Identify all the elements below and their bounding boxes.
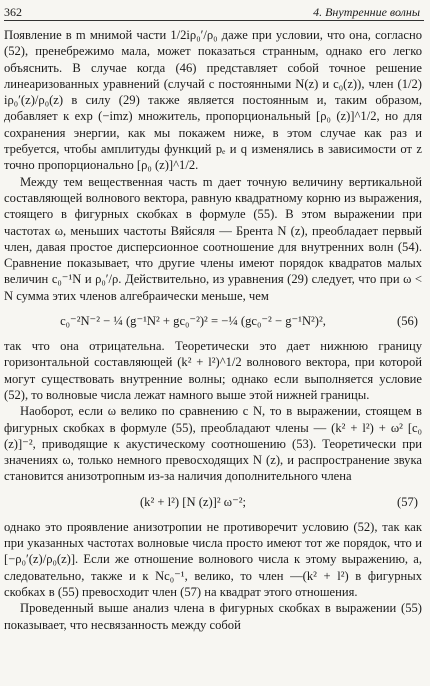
page-body bbox=[4, 27, 422, 633]
paragraph-5: однако это проявление анизотропии не противоречит условию (52), так как при указанных частотах волновые числа просто имеют тот же порядок, что и [−ρ₀′(z)/ρ₀(z)]. Если же отношение волнового числа к этому выражению, а, следовательно, также и к Nc₀⁻¹, велико, то член —(k² + l²) в фигурных скобках в (55) превосходит член (57) на квадрат этого отношения. bbox=[4, 519, 422, 599]
paragraph-3: так что она отрицательна. Теоретически это дает нижнюю границу горизонтальной составляющей (k² + l²)^1/2 волнового вектора, при которой могут существовать внутренние волны; однако если выполняется условие (52), то волновые числа лежат намного выше этой нижней границы. bbox=[4, 339, 422, 402]
equation-56-formula: c₀⁻²N⁻² − ¼ (g⁻¹N² + gc₀⁻²)² = −¼ (gc₀⁻² − g⁻¹N²)², bbox=[60, 314, 326, 329]
equation-57-number: (57) bbox=[397, 494, 418, 509]
paragraph-2: Между тем вещественная часть m дает точную величину вертикальной составляющей волнового вектора, равную квадратному корню из выражения, стоящего в фигурных скобках в формуле (55). В этом выражении при частотах ω, меньших частоты Вяйсяля — Брента N (z), преобладает первый член, давая простое дисперсионное соотношение для внутренних волн (54). Сравнение показывает, что другие члены имеют порядок квадратов малых величин c₀⁻¹N и ρ₀′/ρ. Действительно, из уравнения (29) следует, что при ω < N сумма этих членов алгебраически меньше, чем bbox=[4, 174, 422, 303]
equation-57-formula: (k² + l²) [N (z)]² ω⁻²; bbox=[139, 494, 247, 509]
equation-56 bbox=[4, 306, 422, 336]
equation-56-number: (56) bbox=[397, 314, 418, 329]
equation-57 bbox=[4, 487, 422, 517]
chapter-title: 4. Внутренние волны bbox=[313, 5, 420, 19]
paragraph-4: Наоборот, если ω велико по сравнению с N, то в выражении, стоящем в фигурных скобках в формуле (55), преобладают члены — (k² + l²) + ω² [c₀ (z)]⁻², приводящие к акустическому соотношению (53). Теоретически при значениях ω, только немного превосходящих N (z), и распространение звука становится анизотропным из-за наличия дополнительного члена bbox=[4, 404, 422, 484]
paragraph-6: Проведенный выше анализ члена в фигурных скобках в выражении (55) показывает, что несвязанность между собой bbox=[4, 601, 422, 632]
page-number: 362 bbox=[4, 5, 22, 19]
running-header bbox=[4, 4, 420, 24]
header-rule bbox=[4, 20, 424, 21]
paragraph-1: Появление в m мнимой части 1/2iρ₀′/ρ₀ даже при условии, что она, согласно (52), пренебрежимо мала, может показаться странным, однако его легко объяснить. В случае когда (46) представляет собой точное решение линеаризованных уравнений (случай с постоянными N(z) и c₀(z)), член (1/2) iρ₀′(z)/ρ₀(z) в силу (29) также является постоянным и, таким образом, добавляет к exp (−imz) множитель, пропорциональный [ρ₀ (z)]^1/2, но для сохранения энергии, как мы покажем ниже, в этом случае как раз и требуется, чтобы амплитуды функций pₑ и q изменялись в зависимости от z точно пропорционально [ρ₀ (z)]^1/2. bbox=[4, 28, 422, 173]
